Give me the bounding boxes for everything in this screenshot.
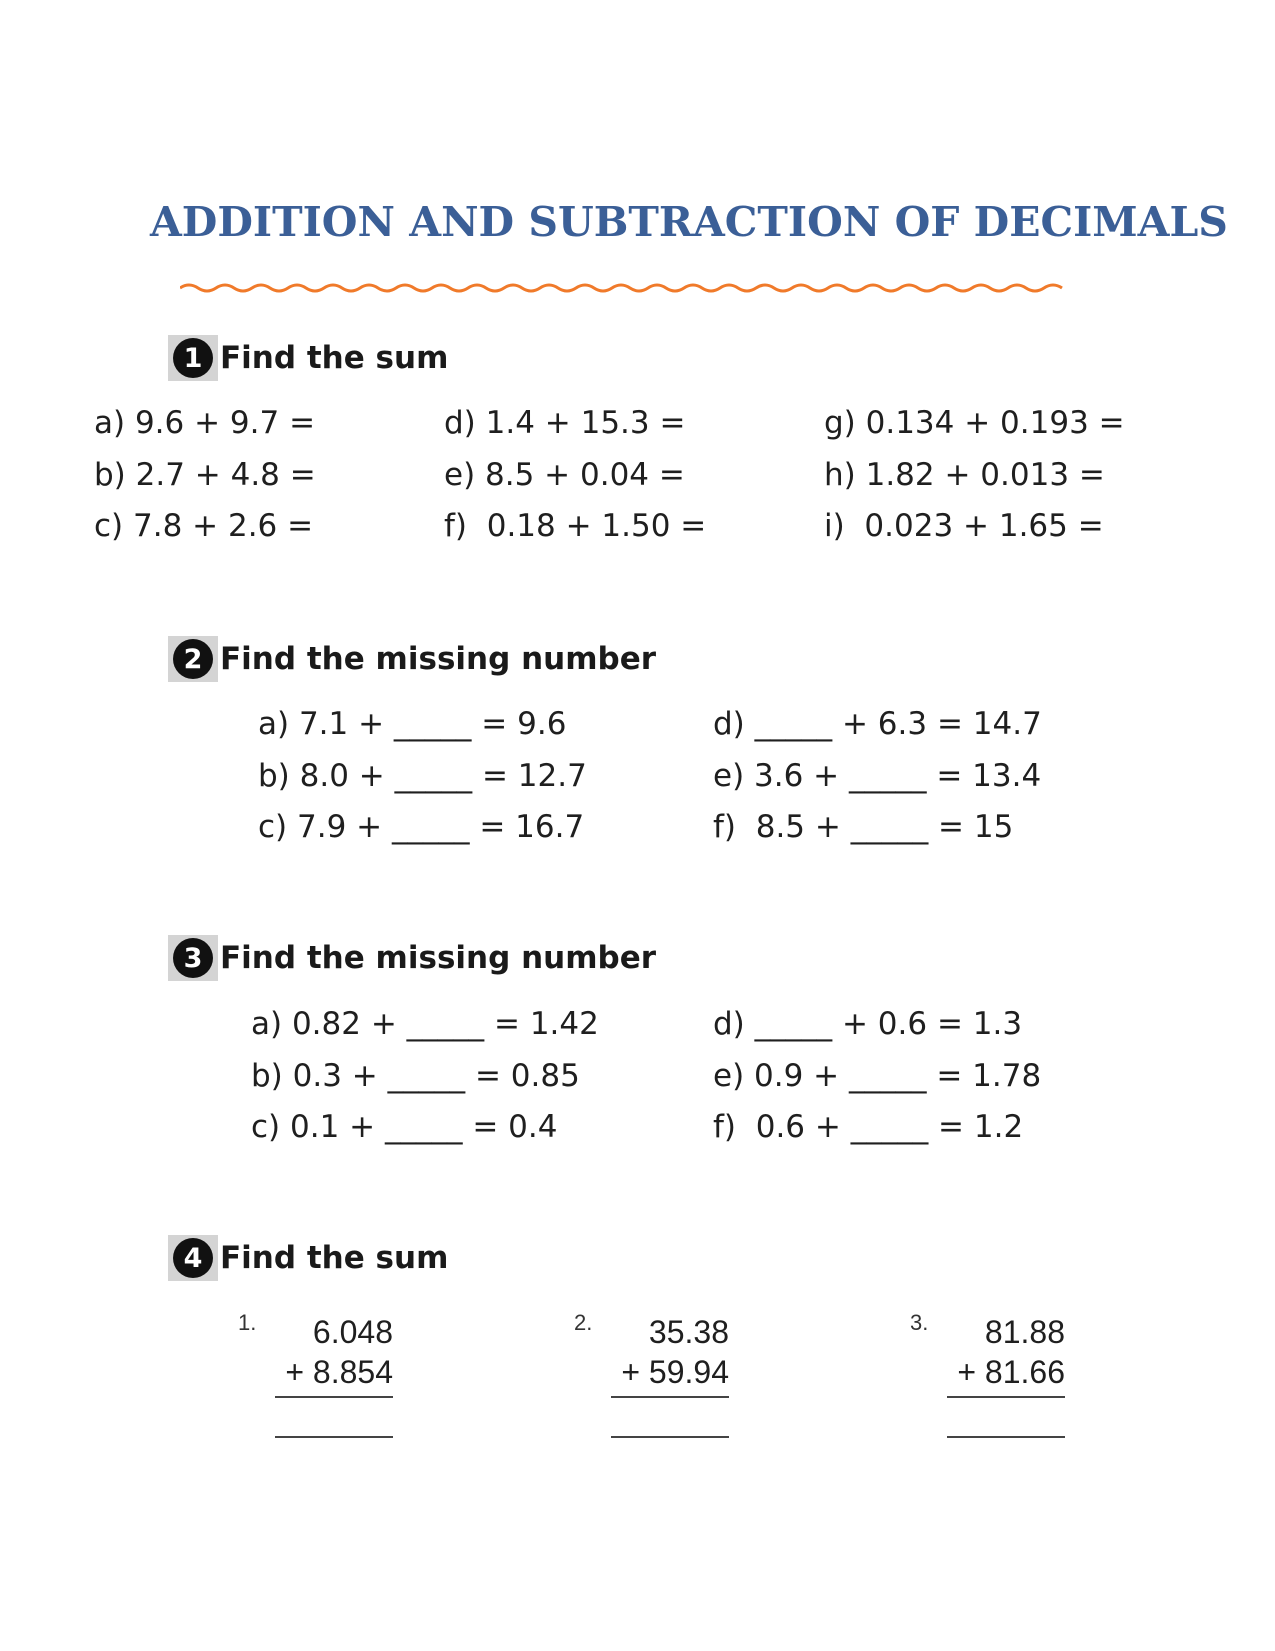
- answer-line[interactable]: [947, 1436, 1065, 1438]
- answer-line[interactable]: [275, 1436, 393, 1438]
- section-3-header: [168, 936, 656, 980]
- section-3-heading: Find the missing number: [220, 940, 657, 976]
- section-1-problem-a: a) 9.6 + 9.7 =: [94, 405, 316, 441]
- section-2-problem-c: c) 7.9 + _____ = 16.7: [258, 809, 585, 845]
- section-2-problem-d: d) _____ + 6.3 = 14.7: [713, 706, 1042, 742]
- section-4-heading: Find the sum: [220, 1240, 449, 1276]
- vertical-problem-bottom-number: + 8.854: [285, 1354, 393, 1390]
- section-1-heading: Find the sum: [220, 340, 449, 376]
- section-3-problem-c: c) 0.1 + _____ = 0.4: [251, 1109, 558, 1145]
- section-2-heading: Find the missing number: [220, 641, 657, 677]
- section-1-problem-i: i) 0.023 + 1.65 =: [824, 508, 1104, 544]
- vertical-problem-3: [910, 1310, 1065, 1450]
- section-1-badge: 1: [168, 335, 218, 381]
- answer-line[interactable]: [611, 1436, 729, 1438]
- section-2-problem-b: b) 8.0 + _____ = 12.7: [258, 758, 587, 794]
- vertical-problem-top-number: 81.88: [984, 1314, 1065, 1350]
- section-1-problem-e: e) 8.5 + 0.04 =: [444, 457, 685, 493]
- section-2-badge: 2: [168, 636, 218, 682]
- section-3-problem-b: b) 0.3 + _____ = 0.85: [251, 1058, 580, 1094]
- section-2-problem-a: a) 7.1 + _____ = 9.6: [258, 706, 567, 742]
- vertical-problem-top-number: 35.38: [648, 1314, 729, 1350]
- vertical-problem-top-number: 6.048: [312, 1314, 393, 1350]
- section-3-badge: 3: [168, 935, 218, 981]
- vertical-problem-bottom-number: + 81.66: [957, 1354, 1065, 1390]
- section-3-problem-f: f) 0.6 + _____ = 1.2: [713, 1109, 1024, 1145]
- page-title: ADDITION AND SUBTRACTION OF DECIMALS: [150, 198, 1228, 246]
- section-2-problem-f: f) 8.5 + _____ = 15: [713, 809, 1014, 845]
- sum-rule: [275, 1396, 393, 1398]
- section-2-header: [168, 637, 656, 681]
- sum-rule: [611, 1396, 729, 1398]
- section-1-problem-b: b) 2.7 + 4.8 =: [94, 457, 316, 493]
- vertical-problem-index: 1.: [238, 1310, 257, 1335]
- vertical-problem-2: [574, 1310, 729, 1450]
- vertical-problem-1: [238, 1310, 393, 1450]
- vertical-problem-index: 2.: [574, 1310, 593, 1335]
- section-1-problem-f: f) 0.18 + 1.50 =: [444, 508, 707, 544]
- section-2-problem-e: e) 3.6 + _____ = 13.4: [713, 758, 1042, 794]
- vertical-problem-index: 3.: [910, 1310, 929, 1335]
- vertical-problem-bottom-number: + 59.94: [621, 1354, 729, 1390]
- section-1-problem-d: d) 1.4 + 15.3 =: [444, 405, 686, 441]
- section-3-problem-a: a) 0.82 + _____ = 1.42: [251, 1006, 599, 1042]
- section-1-problem-c: c) 7.8 + 2.6 =: [94, 508, 314, 544]
- section-1-header: [168, 336, 448, 380]
- sum-rule: [947, 1396, 1065, 1398]
- wavy-divider: [180, 280, 1080, 296]
- section-4-header: [168, 1236, 448, 1280]
- section-3-problem-e: e) 0.9 + _____ = 1.78: [713, 1058, 1042, 1094]
- section-1-problem-h: h) 1.82 + 0.013 =: [824, 457, 1105, 493]
- section-1-problem-g: g) 0.134 + 0.193 =: [824, 405, 1125, 441]
- section-4-badge: 4: [168, 1235, 218, 1281]
- section-3-problem-d: d) _____ + 0.6 = 1.3: [713, 1006, 1023, 1042]
